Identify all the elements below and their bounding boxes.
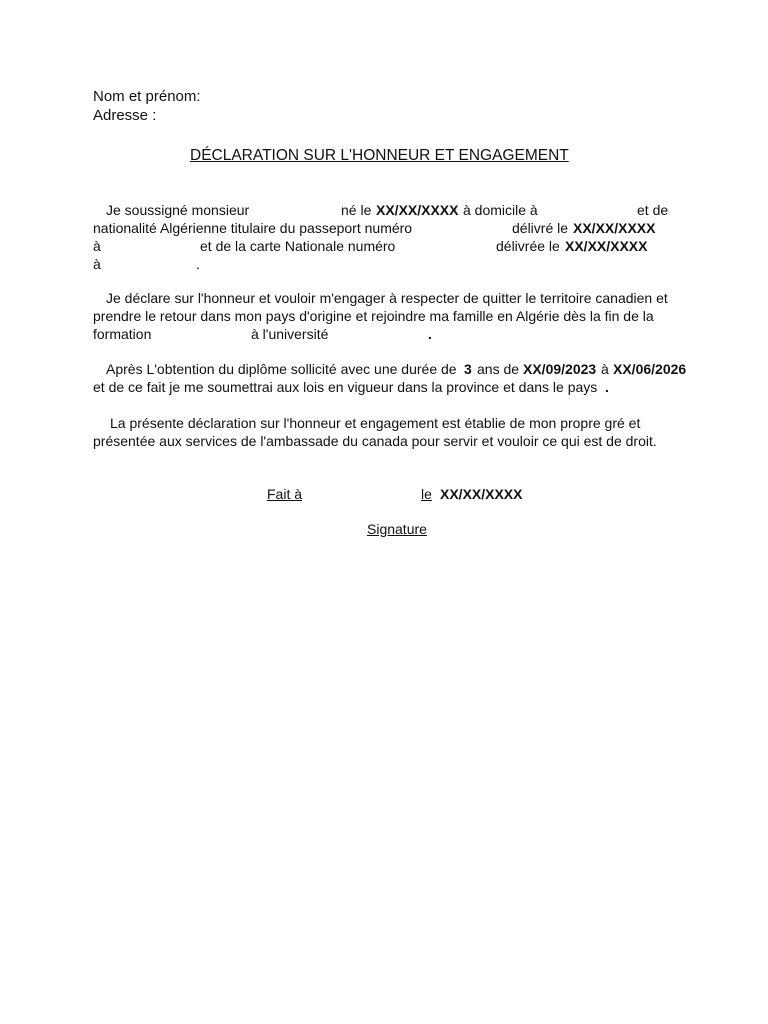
p1-a-1: à [93,238,101,254]
p1-et-de: et de [637,202,669,218]
signature-label: Signature [367,521,427,537]
p1-ne-le: né le [341,202,372,218]
p3-text-a: Après L'obtention du diplôme sollicité avec une durée de [106,361,457,377]
p1-domicile: à domicile à [463,202,538,218]
p1-delivree-le: délivrée le [496,238,560,254]
p2-line-1: Je déclare sur l'honneur et vouloir m'engager à respecter de quitter le territoire canadien et [106,290,668,306]
p1-passport-text: nationalité Algérienne titulaire du passeport numéro [93,220,413,236]
p3-years: 3 [464,361,472,377]
p1-period: . [196,256,200,272]
p4-line-1: La présente déclaration sur l'honneur et engagement est établie de mon propre gré et [110,415,641,431]
p3-period: . [605,379,609,395]
p4-line-2: présentée aux services de l'ambassade du canada pour servir et vouloir ce qui est de droit. [93,433,657,449]
document-title: DÉCLARATION SUR L'HONNEUR ET ENGAGEMENT [190,147,569,164]
p3-a: à [601,361,609,377]
address-label: Adresse : [93,107,157,124]
p1-soussigne: Je soussigné monsieur [106,202,250,218]
p1-delivre-le: délivré le [512,220,569,236]
p1-passport-date: XX/XX/XXXX [573,220,656,236]
p2-formation: formation [93,326,152,342]
p1-card-date: XX/XX/XXXX [565,238,648,254]
name-label: Nom et prénom: [93,88,201,105]
p3-end-date: XX/06/2026 [613,361,687,377]
p3-ans-de: ans de [477,361,520,377]
p2-universite: à l'université [251,326,329,342]
p1-a-2: à [93,256,101,272]
p3-start-date: XX/09/2023 [523,361,597,377]
p2-period: . [428,326,432,342]
fait-a-label: Fait à [267,486,303,502]
p3-line-2: et de ce fait je me soumettrai aux lois en vigueur dans la province et dans le pays [93,379,598,395]
le-label: le [421,486,432,502]
closing-date: XX/XX/XXXX [440,486,523,502]
p2-line-2: prendre le retour dans mon pays d'origine et rejoindre ma famille en Algérie dès la fin de la [93,308,654,324]
p1-carte-text: et de la carte Nationale numéro [200,238,396,254]
p1-birth-date: XX/XX/XXXX [376,202,459,218]
